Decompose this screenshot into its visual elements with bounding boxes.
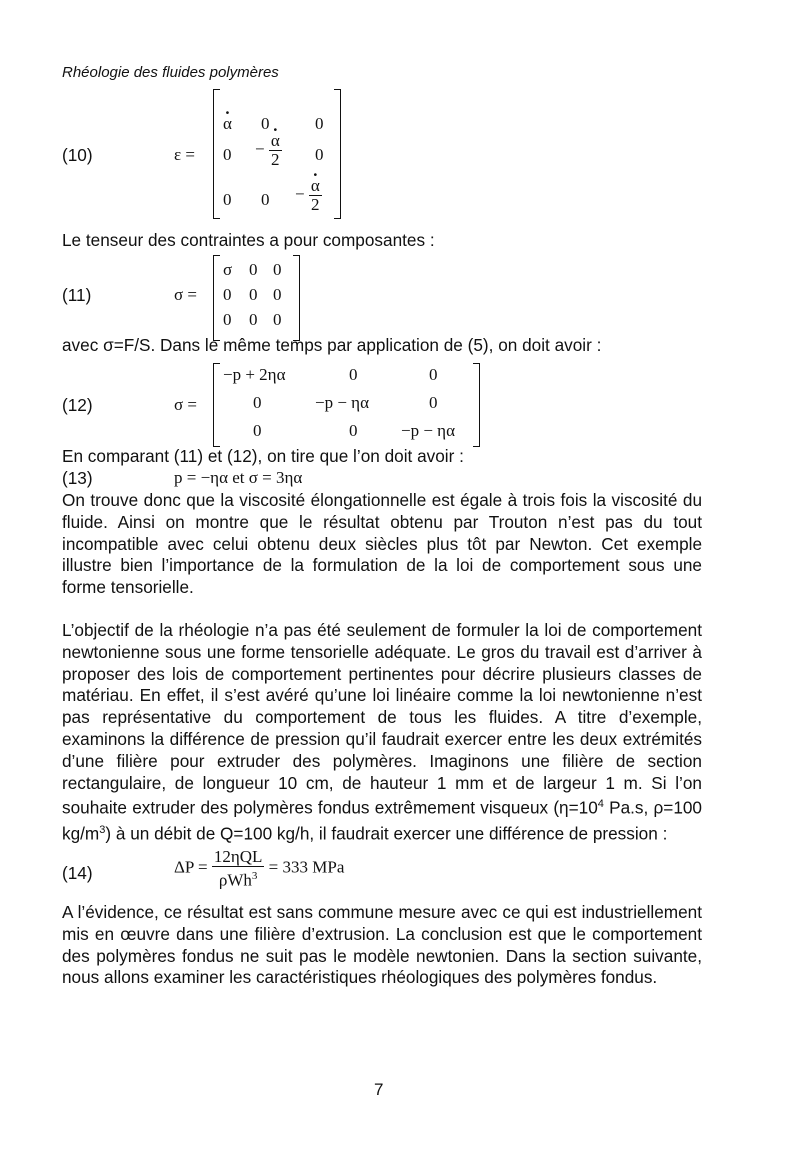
eq14-lhs: ΔP = [174, 857, 208, 877]
eq12-cell-33: −p − ηα [401, 421, 455, 440]
paragraph-trouton: On trouve donc que la viscosité élongationnelle est égale à trois fois la viscosité du fluide. Ainsi on montre que le résultat obtenu par Trouton n’est pas du tout incompatible avec celui obtenu deux siècles plus tôt par Newton. Cet exemple illustre bien l’importance de la formulation de la loi de comportement sous une forme tensorielle. [62, 490, 702, 598]
eq10-cell-23: 0 [315, 145, 324, 164]
eq11-cell-11: σ [223, 260, 233, 279]
eq10-cell-22: − · $\frac{\alpha}{2}$ [255, 132, 282, 169]
eq12-cell-31: 0 [253, 421, 262, 440]
eq11-right-bracket [293, 255, 300, 341]
eq12-left-bracket [213, 363, 220, 447]
eq12-cell-22: −p − ηα [315, 393, 369, 412]
eq11-cell-33: 0 [273, 310, 282, 329]
eq12-cell-21: 0 [253, 393, 262, 412]
paragraph-rheology-objective: L’objectif de la rhéologie n’a pas été seulement de formuler la loi de comportement newtonienne sous une forme tensorielle adéquate. Le gros du travail est d’arriver à proposer des lois de comportement pertinentes pour décrire plusieurs classes de matériau. En effet, il s’est avéré qu’une loi linéaire comme la loi newtonienne n’est pas représentative du comportement de tous les fluides. A titre d’exemple, examinons la différence de pression qu’il faudrait exercer entre les deux extrémités d’une filière pour extruder des polymères. Imaginons une filière de section rectangulaire, de longueur 10 cm, de hauteur 1 mm et de largeur 1 m. Si l’on souhaite extruder des polymères fondus extrêmement visqueux ($\eta=10^4$ Pa.s, ρ=100 $kg/m^3$) à un débit de Q=100 kg/h, il faudrait exercer une différence de pression : [62, 620, 702, 844]
running-header: Rhéologie des fluides polymères [62, 64, 279, 81]
intro-compare: En comparant (11) et (12), on tire que l’on doit avoir : [62, 446, 464, 466]
eq10-cell-33: − · $\frac{\alpha}{2}$ [295, 177, 322, 214]
eq14-rhs: = 333 MPa [268, 857, 345, 877]
eq11-cell-31: 0 [223, 310, 232, 329]
eq14-fraction [212, 848, 265, 890]
intro-stress-tensor: Le tenseur des contraintes a pour composantes : [62, 230, 435, 250]
eq10-cell-31: 0 [223, 190, 232, 209]
eq11-cell-13: 0 [273, 260, 282, 279]
eq14-denominator: ρWh$^3$ [218, 870, 258, 890]
eq14-numerator: 12ηQL [213, 847, 263, 866]
eq12-right-bracket [473, 363, 480, 447]
eq13-content: p = −ηα et σ = 3ηα [174, 468, 303, 487]
eq10-cell-21: 0 [223, 145, 232, 164]
eq11-cell-12: 0 [249, 260, 258, 279]
eq10-left-bracket [213, 89, 220, 219]
eq12-cell-32: 0 [349, 421, 358, 440]
eq10-cell-11: · α [223, 114, 232, 134]
eq10-cell-32: 0 [261, 190, 270, 209]
equation-number-10: (10) [62, 145, 93, 165]
intro-application-5: avec σ=F/S. Dans le même temps par application de (5), on doit avoir : [62, 335, 602, 355]
eq11-cell-22: 0 [249, 285, 258, 304]
eq10-right-bracket [334, 89, 341, 219]
paragraph-conclusion: A l’évidence, ce résultat est sans commune mesure avec ce qui est industriellement mis en œuvre dans une filière d’extrusion. La conclusion est que le comportement des polymères fondus ne suit pas le modèle newtonien. Dans la section suivante, nous allons examiner les caractéristiques rhéologiques des polymères fondus. [62, 902, 702, 988]
eq14 [174, 848, 344, 890]
equation-number-11: (11) [62, 285, 92, 305]
page-number: 7 [374, 1080, 384, 1099]
eq12-cell-23: 0 [429, 393, 438, 412]
eq11-cell-21: 0 [223, 285, 232, 304]
equation-number-13: (13) [62, 468, 93, 488]
eq11-left-bracket [213, 255, 220, 341]
eq12-cell-11: −p + 2ηα [223, 365, 286, 384]
eq10-cell-13: 0 [315, 114, 324, 133]
eq12-lhs: σ = [174, 395, 198, 414]
eq12-cell-12: 0 [349, 365, 358, 384]
eq10-lhs: ε = [174, 145, 195, 164]
equation-number-12: (12) [62, 395, 93, 415]
eq11-cell-23: 0 [273, 285, 282, 304]
eq11-cell-32: 0 [249, 310, 258, 329]
eq12-cell-13: 0 [429, 365, 438, 384]
eq11-lhs: σ = [174, 285, 198, 304]
equation-number-14: (14) [62, 863, 93, 883]
eq10-cell-12: 0 [261, 114, 270, 133]
